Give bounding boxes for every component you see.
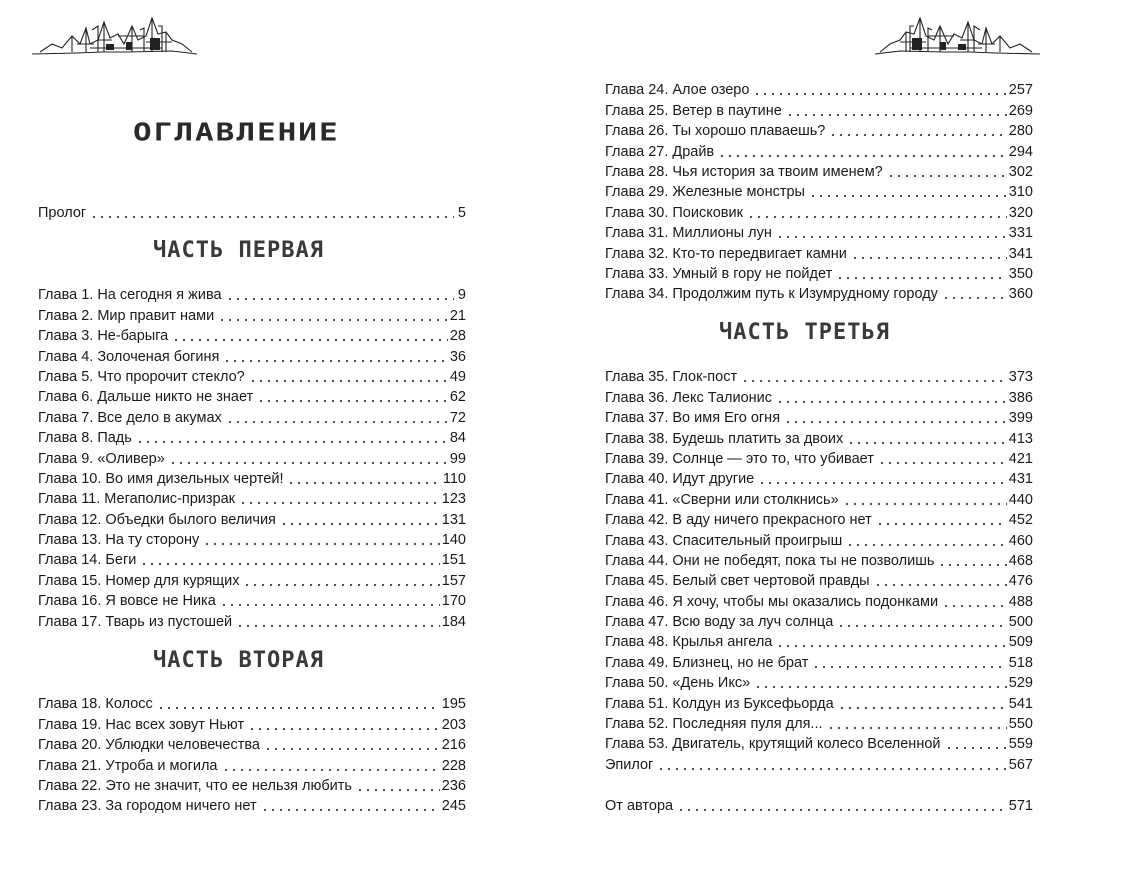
- toc-entry-page: 151: [441, 552, 466, 569]
- toc-entry-page: 399: [1008, 410, 1033, 427]
- toc-entry-label: Глава 23. За городом ничего нет: [38, 798, 257, 815]
- part-three-chapter-list: [605, 367, 1033, 775]
- toc-entry-label: Глава 43. Спасительный проигрыш: [605, 532, 843, 549]
- toc-entry-page: 245: [441, 798, 466, 815]
- toc-entry[interactable]: [605, 202, 1033, 222]
- toc-entry[interactable]: [605, 80, 1033, 100]
- dot-leader: [741, 371, 1007, 383]
- toc-entry-label: Глава 8. Падь: [38, 430, 132, 447]
- toc-entry-page: 509: [1008, 634, 1033, 651]
- toc-entry-page: 302: [1008, 163, 1033, 180]
- dot-leader: [753, 84, 1006, 96]
- toc-entry-page: 184: [441, 613, 466, 630]
- toc-entry[interactable]: [605, 714, 1033, 734]
- toc-entry-label: Глава 27. Драйв: [605, 143, 715, 160]
- toc-entry[interactable]: [605, 469, 1033, 489]
- toc-entry[interactable]: [38, 469, 466, 489]
- toc-entry-label: Глава 18. Колосс: [38, 696, 153, 713]
- toc-entry-page: 440: [1008, 491, 1033, 508]
- toc-entry-label: Глава 1. На сегодня я жива: [38, 287, 222, 304]
- toc-entry-label: Глава 21. Утроба и могила: [38, 757, 218, 774]
- dot-leader: [942, 596, 1007, 608]
- dot-leader: [847, 433, 1007, 445]
- dot-leader: [776, 227, 1007, 239]
- toc-entry-label: Пролог: [38, 205, 87, 222]
- toc-entry-page: 123: [441, 491, 466, 508]
- dot-leader: [945, 738, 1007, 750]
- toc-entry-label: Глава 35. Глок-пост: [605, 369, 738, 386]
- toc-entry[interactable]: [38, 326, 466, 346]
- toc-entry[interactable]: [605, 367, 1033, 387]
- dot-leader: [249, 371, 448, 383]
- toc-entry-page: 21: [449, 307, 466, 324]
- toc-entry-prologue[interactable]: [38, 203, 466, 223]
- toc-entry[interactable]: [38, 570, 466, 590]
- toc-entry-page: 431: [1008, 471, 1033, 488]
- toc-entry-label: Глава 38. Будешь платить за двоих: [605, 430, 844, 447]
- toc-entry[interactable]: [38, 489, 466, 509]
- toc-entry-label: Глава 19. Нас всех зовут Ньют: [38, 716, 245, 733]
- dot-leader: [248, 719, 440, 731]
- toc-entry-page: 360: [1008, 286, 1033, 303]
- toc-entry-page: 350: [1008, 265, 1033, 282]
- toc-entry-label: Глава 50. «День Икс»: [605, 675, 751, 692]
- dot-leader: [754, 677, 1007, 689]
- toc-entry[interactable]: [605, 591, 1033, 611]
- toc-entry[interactable]: [605, 632, 1033, 652]
- dot-leader: [90, 207, 454, 219]
- toc-entry-page: 157: [441, 572, 466, 589]
- toc-entry-page: 476: [1008, 573, 1033, 590]
- toc-entry-label: Глава 36. Лекс Талионис: [605, 389, 772, 406]
- toc-entry-page: 216: [441, 737, 466, 754]
- toc-entry-label: Глава 37. Во имя Его огня: [605, 410, 781, 427]
- toc-entry[interactable]: [605, 551, 1033, 571]
- dot-leader: [236, 616, 440, 628]
- toc-entry-label: Глава 48. Крылья ангела: [605, 634, 773, 651]
- toc-entry-label: Глава 51. Колдун из Буксефьорда: [605, 695, 834, 712]
- toc-entry-page: 9: [457, 287, 466, 304]
- toc-entry-label: Глава 14. Беги: [38, 552, 137, 569]
- toc-entry[interactable]: [605, 408, 1033, 428]
- dot-leader: [938, 555, 1006, 567]
- dot-leader: [718, 146, 1007, 158]
- prologue-list: [38, 203, 466, 223]
- toc-entry-page: 529: [1008, 675, 1033, 692]
- dot-leader: [157, 698, 440, 710]
- toc-entry-label: Глава 11. Мегаполис-призрак: [38, 491, 236, 508]
- toc-entry[interactable]: [605, 449, 1033, 469]
- dot-leader: [169, 453, 448, 465]
- toc-entry-page: 460: [1008, 532, 1033, 549]
- dot-leader: [776, 636, 1006, 648]
- dot-leader: [784, 412, 1007, 424]
- toc-entry[interactable]: [38, 550, 466, 570]
- dot-leader: [809, 186, 1007, 198]
- toc-entry-page: 140: [441, 532, 466, 549]
- part-one-heading: ЧАСТЬ ПЕРВАЯ: [153, 238, 324, 263]
- toc-entry-page: 320: [1008, 204, 1033, 221]
- toc-entry[interactable]: [605, 428, 1033, 448]
- toc-entry-label: Эпилог: [605, 756, 654, 773]
- toc-entry-label: Глава 20. Ублюдки человечества: [38, 737, 260, 754]
- part-one-chapter-list: [38, 285, 466, 632]
- dot-leader: [876, 514, 1007, 526]
- toc-entry[interactable]: [38, 285, 466, 305]
- dot-leader: [261, 800, 440, 812]
- dot-leader: [226, 412, 448, 424]
- toc-entry-label: Глава 25. Ветер в паутине: [605, 102, 782, 119]
- toc-entry[interactable]: [38, 714, 466, 734]
- toc-entry-label: Глава 39. Солнце — это то, что убивает: [605, 450, 874, 467]
- toc-entry[interactable]: [605, 571, 1033, 591]
- toc-entry[interactable]: [38, 776, 466, 796]
- toc-entry[interactable]: [38, 428, 466, 448]
- part-two-heading: ЧАСТЬ ВТОРАЯ: [153, 648, 324, 673]
- dot-leader: [812, 657, 1006, 669]
- toc-entry-page: 559: [1008, 736, 1033, 753]
- toc-entry-page: 567: [1008, 756, 1033, 773]
- dot-leader: [280, 514, 440, 526]
- dot-leader: [851, 248, 1007, 260]
- dot-leader: [264, 739, 440, 751]
- toc-entry[interactable]: [605, 223, 1033, 243]
- toc-entry-label: Глава 10. Во имя дизельных чертей!: [38, 470, 284, 487]
- toc-entry-label: Глава 17. Тварь из пустошей: [38, 613, 233, 630]
- dot-leader: [223, 351, 447, 363]
- toc-entry-label: Глава 26. Ты хорошо плаваешь?: [605, 123, 826, 140]
- dot-leader: [838, 698, 1007, 710]
- toc-entry-label: Глава 2. Мир правит нами: [38, 307, 215, 324]
- toc-entry[interactable]: [605, 530, 1033, 550]
- toc-entry-label: Глава 47. Всю воду за луч солнца: [605, 614, 834, 631]
- toc-entry-label: Глава 32. Кто-то передвигает камни: [605, 245, 847, 262]
- dot-leader: [243, 575, 439, 587]
- dot-leader: [846, 535, 1007, 547]
- part-two-chapter-list: [38, 694, 466, 816]
- toc-entry-from-author[interactable]: [605, 796, 1033, 816]
- dot-leader: [843, 494, 1007, 506]
- toc-entry[interactable]: [605, 673, 1033, 693]
- part-two-continued-chapter-list: [605, 80, 1033, 304]
- toc-entry[interactable]: [605, 141, 1033, 161]
- toc-entry[interactable]: [605, 693, 1033, 713]
- toc-entry-label: Глава 33. Умный в гору не пойдет: [605, 265, 833, 282]
- toc-entry[interactable]: [605, 489, 1033, 509]
- toc-entry-label: Глава 24. Алое озеро: [605, 82, 750, 99]
- dot-leader: [140, 554, 439, 566]
- toc-entry[interactable]: [605, 100, 1033, 120]
- toc-entry-page: 257: [1008, 82, 1033, 99]
- dot-leader: [747, 207, 1007, 219]
- toc-entry[interactable]: [605, 510, 1033, 530]
- toc-entry-page: 541: [1008, 695, 1033, 712]
- dot-leader: [136, 432, 448, 444]
- toc-entry-page: 550: [1008, 716, 1033, 733]
- toc-entry-page: 331: [1008, 225, 1033, 242]
- city-skyline-ornament-icon: [875, 14, 1040, 60]
- toc-entry-label: Глава 7. Все дело в акумах: [38, 409, 222, 426]
- toc-entry-label: Глава 9. «Оливер»: [38, 450, 165, 467]
- dot-leader: [829, 125, 1006, 137]
- toc-entry-page: 280: [1008, 123, 1033, 140]
- dot-leader: [226, 289, 454, 301]
- toc-entry-page: 386: [1008, 389, 1033, 406]
- dot-leader: [172, 330, 448, 342]
- dot-leader: [218, 310, 448, 322]
- dot-leader: [220, 595, 440, 607]
- toc-title: ОГЛАВЛЕНИЕ: [133, 118, 340, 147]
- part-three-heading: ЧАСТЬ ТРЕТЬЯ: [719, 320, 890, 345]
- toc-entry[interactable]: [38, 694, 466, 714]
- toc-entry-label: Глава 41. «Сверни или столкнись»: [605, 491, 839, 508]
- city-skyline-ornament-icon: [32, 14, 197, 60]
- toc-entry-label: Глава 22. Это не значит, что ее нельзя любить: [38, 777, 352, 794]
- dot-leader: [827, 718, 1007, 730]
- toc-entry[interactable]: [38, 346, 466, 366]
- toc-entry[interactable]: [38, 591, 466, 611]
- toc-entry[interactable]: [38, 796, 466, 816]
- toc-entry[interactable]: [38, 305, 466, 325]
- toc-entry-label: Глава 13. На ту сторону: [38, 532, 200, 549]
- toc-entry[interactable]: [605, 284, 1033, 304]
- toc-entry-label: Глава 40. Идут другие: [605, 471, 755, 488]
- toc-entry[interactable]: [605, 162, 1033, 182]
- toc-entry-page: 49: [449, 368, 466, 385]
- toc-entry-page: 5: [457, 205, 466, 222]
- toc-entry-label: Глава 4. Золоченая богиня: [38, 348, 220, 365]
- dot-leader: [942, 288, 1007, 300]
- toc-entry-page: 228: [441, 757, 466, 774]
- toc-entry-page: 373: [1008, 369, 1033, 386]
- toc-entry[interactable]: [605, 264, 1033, 284]
- toc-entry[interactable]: [605, 387, 1033, 407]
- toc-entry-page: 84: [449, 430, 466, 447]
- toc-entry-label: Глава 30. Поисковик: [605, 204, 743, 221]
- toc-entry[interactable]: [605, 734, 1033, 754]
- toc-entry-label: Глава 46. Я хочу, чтобы мы оказались подонками: [605, 593, 939, 610]
- dot-leader: [776, 392, 1007, 404]
- dot-leader: [239, 493, 440, 505]
- toc-entry-page: 28: [449, 328, 466, 345]
- toc-entry-page: 170: [441, 593, 466, 610]
- toc-entry-page: 36: [449, 348, 466, 365]
- toc-entry-label: Глава 6. Дальше никто не знает: [38, 389, 254, 406]
- toc-entry-label: Глава 34. Продолжим путь к Изумрудному городу: [605, 286, 938, 303]
- toc-entry[interactable]: [38, 448, 466, 468]
- toc-entry-page: 488: [1008, 593, 1033, 610]
- dot-leader: [287, 473, 440, 485]
- toc-entry-label: Глава 44. Они не победят, пока ты не позволишь: [605, 552, 935, 569]
- toc-entry-page: 294: [1008, 143, 1033, 160]
- toc-entry-page: 269: [1008, 102, 1033, 119]
- toc-entry[interactable]: [605, 754, 1033, 774]
- toc-entry-page: 341: [1008, 245, 1033, 262]
- toc-entry-label: Глава 15. Номер для курящих: [38, 572, 240, 589]
- toc-entry[interactable]: [38, 611, 466, 631]
- toc-entry-label: Глава 49. Близнец, но не брат: [605, 654, 809, 671]
- toc-entry-label: Глава 16. Я вовсе не Ника: [38, 593, 216, 610]
- toc-entry-page: 236: [441, 777, 466, 794]
- toc-entry[interactable]: [38, 387, 466, 407]
- dot-leader: [887, 166, 1007, 178]
- toc-entry-label: Глава 45. Белый свет чертовой правды: [605, 573, 870, 590]
- toc-entry-page: 72: [449, 409, 466, 426]
- toc-entry-page: 99: [449, 450, 466, 467]
- toc-entry[interactable]: [605, 652, 1033, 672]
- toc-entry-label: Глава 28. Чья история за твоим именем?: [605, 163, 883, 180]
- dot-leader: [836, 268, 1007, 280]
- dot-leader: [657, 759, 1006, 771]
- toc-entry-label: От автора: [605, 798, 674, 815]
- toc-entry-label: Глава 53. Двигатель, крутящий колесо Вселенной: [605, 736, 941, 753]
- from-author-list: [605, 796, 1033, 816]
- dot-leader: [878, 453, 1007, 465]
- toc-entry-label: Глава 12. Объедки былого величия: [38, 511, 276, 528]
- dot-leader: [758, 473, 1007, 485]
- toc-entry-page: 62: [449, 389, 466, 406]
- toc-entry-label: Глава 29. Железные монстры: [605, 184, 805, 201]
- toc-entry-label: Глава 5. Что пророчит стекло?: [38, 368, 245, 385]
- toc-entry[interactable]: [38, 367, 466, 387]
- toc-entry[interactable]: [38, 407, 466, 427]
- toc-entry[interactable]: [605, 612, 1033, 632]
- toc-entry[interactable]: [38, 509, 466, 529]
- dot-leader: [222, 760, 440, 772]
- toc-entry-label: Глава 3. Не-барыга: [38, 328, 169, 345]
- toc-entry[interactable]: [38, 755, 466, 775]
- toc-entry-page: 203: [441, 716, 466, 733]
- right-page: [561, 0, 1122, 896]
- toc-entry[interactable]: [605, 121, 1033, 141]
- toc-entry-page: 110: [442, 470, 466, 487]
- dot-leader: [786, 105, 1007, 117]
- dot-leader: [874, 575, 1007, 587]
- toc-entry-label: Глава 52. Последняя пуля для...: [605, 716, 823, 733]
- dot-leader: [356, 780, 440, 792]
- toc-entry-page: 310: [1008, 184, 1033, 201]
- dot-leader: [203, 534, 440, 546]
- toc-entry[interactable]: [605, 182, 1033, 202]
- toc-entry-page: 500: [1008, 614, 1033, 631]
- dot-leader: [837, 616, 1007, 628]
- toc-entry[interactable]: [38, 530, 466, 550]
- toc-entry[interactable]: [38, 735, 466, 755]
- toc-entry-page: 421: [1008, 450, 1033, 467]
- toc-entry-label: Глава 31. Миллионы лун: [605, 225, 772, 242]
- toc-entry-page: 195: [441, 696, 466, 713]
- toc-entry-page: 571: [1008, 798, 1033, 815]
- dot-leader: [677, 800, 1007, 812]
- toc-entry-page: 131: [441, 511, 466, 528]
- dot-leader: [257, 391, 448, 403]
- toc-entry-page: 518: [1008, 654, 1033, 671]
- toc-entry[interactable]: [605, 243, 1033, 263]
- toc-entry-label: Глава 42. В аду ничего прекрасного нет: [605, 512, 872, 529]
- toc-entry-page: 413: [1008, 430, 1033, 447]
- toc-entry-page: 468: [1008, 552, 1033, 569]
- toc-entry-page: 452: [1008, 512, 1033, 529]
